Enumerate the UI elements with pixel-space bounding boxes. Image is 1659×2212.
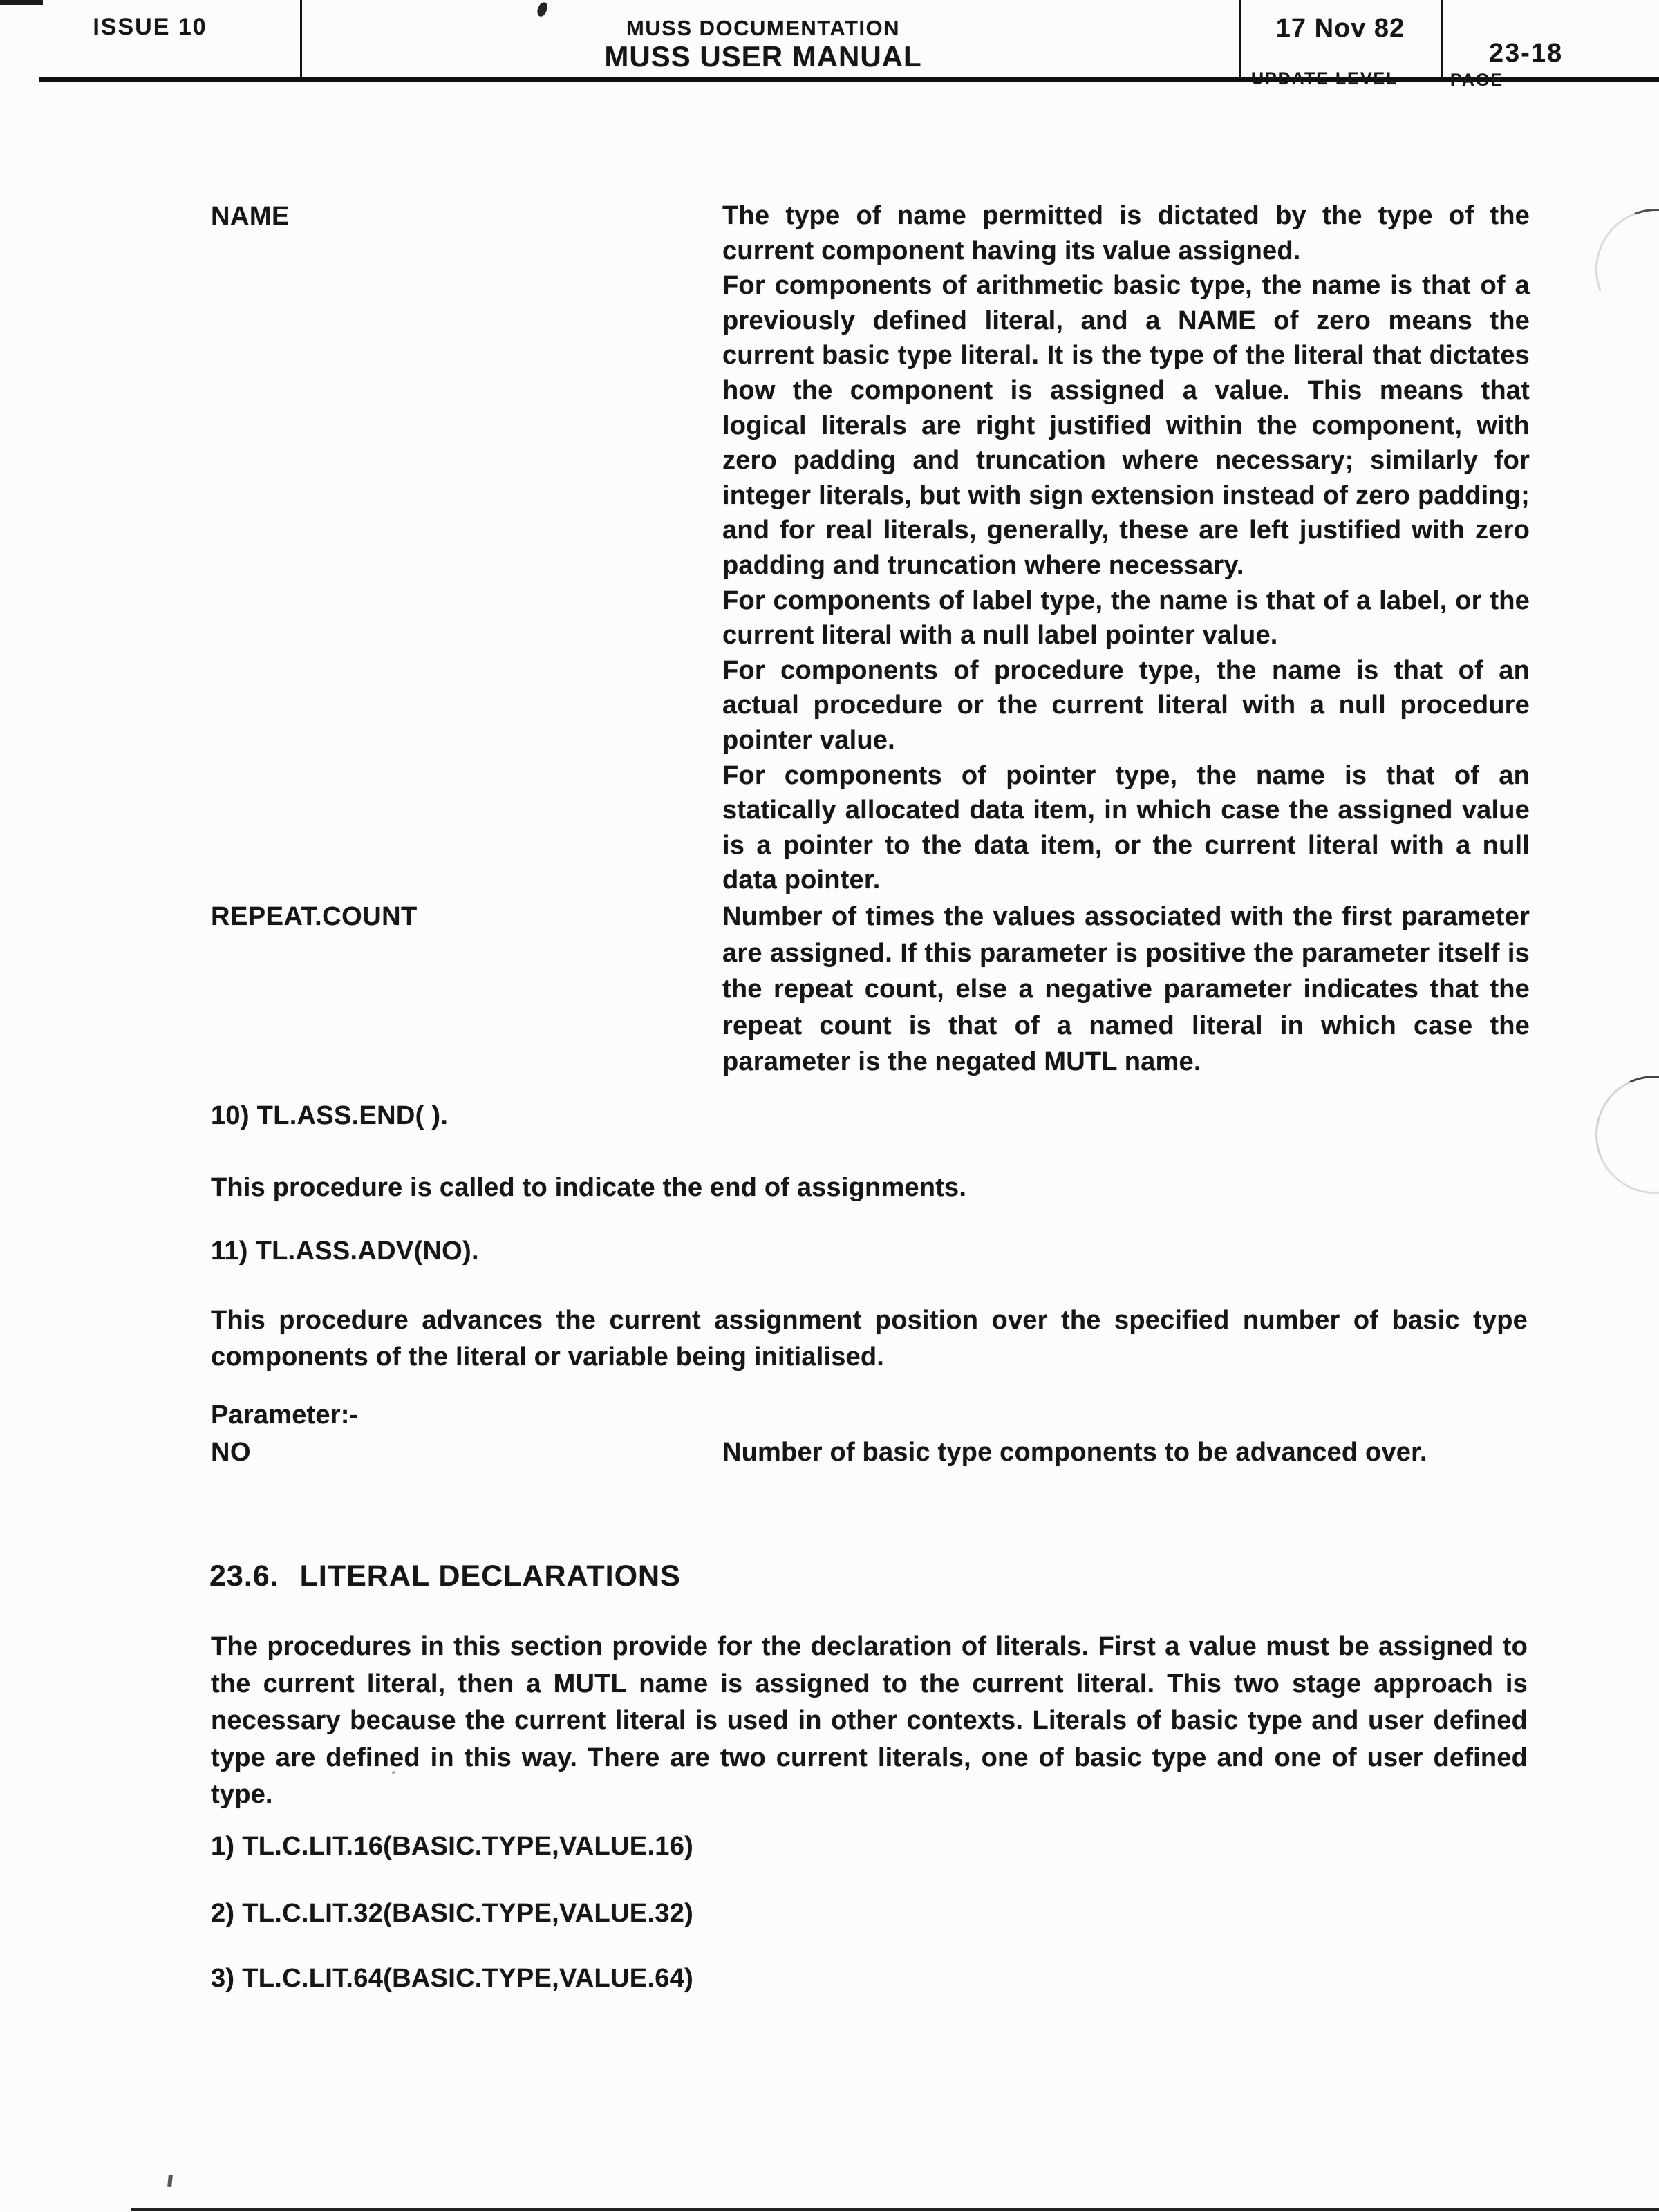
- literal-proc-2: 2) TL.C.LIT.32(BASIC.TYPE,VALUE.32): [211, 1899, 694, 1928]
- document-title-line2: MUSS USER MANUAL: [604, 40, 922, 73]
- definition-desc-name: [722, 198, 1530, 898]
- definition-desc-repeat-count: [722, 899, 1530, 1080]
- literal-proc-3: 3) TL.C.LIT.64(BASIC.TYPE,VALUE.64): [211, 1964, 694, 1993]
- paragraph: For components of label type, the name is that of a label, or the current literal with a null label pointer value.: [722, 585, 1530, 650]
- section-intro: The procedures in this section provide for the declaration of literals. First a value must be assigned to the current literal, then a MUTL name is assigned to the current literal. This two stage approach is necessary because the current literal is used in other contexts. Literals of basic type and user defined type are defined in this way. There are two current literals, one of basic type and one of user defined type.: [211, 1632, 1528, 1809]
- paragraph: Number of times the values associated with the first parameter are assigned. If this parameter is positive the parameter itself is the repeat count, else a negative parameter indicates that the repeat count is that of a named literal in which case the parameter is the negated MUTL name.: [722, 902, 1530, 1076]
- document-title: [300, 17, 1226, 72]
- header-bottom-rule: [39, 77, 1659, 82]
- procedure-11-description: This procedure advances the current assignment position over the specified number of basic type components of the literal or variable being initialised.: [211, 1306, 1528, 1371]
- parameter-heading: Parameter:-: [211, 1400, 359, 1430]
- page-label: PAGE: [1450, 71, 1503, 90]
- definition-term-repeat-count: REPEAT.COUNT: [211, 902, 418, 931]
- definition-term-name: NAME: [211, 202, 290, 231]
- scan-curl-artifact-lower: [1579, 1059, 1659, 1210]
- parameter-description: Number of basic type components to be advanced over.: [722, 1438, 1427, 1467]
- issue-label: ISSUE 10: [93, 14, 207, 40]
- scan-speck-bottom: [167, 2175, 173, 2188]
- scan-curl-artifact-upper: [1576, 189, 1659, 350]
- procedure-item-11: 11) TL.ASS.ADV(NO).: [211, 1237, 479, 1266]
- page-number: 23-18: [1488, 39, 1564, 68]
- document-title-line1: MUSS DOCUMENTATION: [626, 16, 901, 40]
- paragraph: For components of procedure type, the name is that of an actual procedure or the current literal with a null procedure pointer value.: [722, 655, 1530, 755]
- literal-proc-1: 1) TL.C.LIT.16(BASIC.TYPE,VALUE.16): [211, 1832, 694, 1861]
- parameter-name: NO: [211, 1438, 251, 1467]
- scan-edge-mark: [0, 0, 43, 5]
- scan-bottom-edge-line: [131, 2208, 1659, 2211]
- section-heading: [209, 1559, 681, 1593]
- scan-speck-top: [536, 1, 549, 18]
- procedure-item-10: 10) TL.ASS.END( ).: [211, 1101, 449, 1130]
- procedure-10-description: This procedure is called to indicate the end of assignments.: [211, 1173, 967, 1202]
- paragraph: The type of name permitted is dictated by the type of the current component having its value assigned.: [722, 201, 1530, 265]
- paragraph: For components of pointer type, the name is that of an statically allocated data item, in which case the assigned value is a pointer to the data item, or the current literal with a null data pointer.: [722, 760, 1530, 895]
- paragraph: For components of arithmetic basic type, the name is that of a previously defined literal, and a NAME of zero means the current basic type literal. It is the type of the literal that dictates how the component is assigned a value. This means that logical literals are right justified within the component, with zero padding and truncation where necessary; similarly for integer literals, but with sign extension instead of zero padding; and for real literals, generally, these are left justified with zero padding and truncation where necessary.: [722, 271, 1530, 580]
- update-date: 17 Nov 82: [1275, 14, 1405, 43]
- section-number: 23.6.: [209, 1559, 279, 1593]
- section-title: LITERAL DECLARATIONS: [299, 1559, 681, 1593]
- update-level-label: UPDATE LEVEL: [1251, 69, 1398, 88]
